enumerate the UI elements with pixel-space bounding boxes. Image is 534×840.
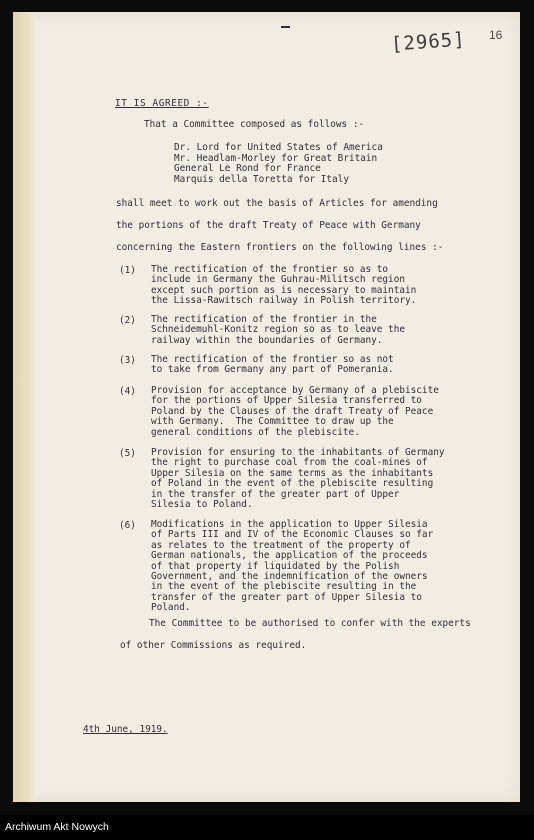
item-text: The rectification of the frontier so as to include in Germany the Guhrau-Militsch region except such portion as is necessary to maintain the Lissa-Rawitsch railway in Polish territory. [151, 264, 417, 307]
body-line: the portions of the draft Treaty of Peace with Germany [116, 220, 421, 231]
archive-footer [0, 815, 534, 840]
item-text: Provision for acceptance by Germany of a plebiscite for the portions of Upper Silesia transferred to Poland by the Clauses of the draft Treaty of Peace with Germany. The Committee to draw up the general conditions of the plebiscite. [151, 385, 439, 438]
member-line: Dr. Lord for United States of America [174, 142, 383, 153]
intro-line: That a Committee composed as follows :- [144, 119, 365, 130]
closing-line: The Committee to be authorised to confer with the experts [149, 618, 471, 629]
member-line: Marquis della Toretta for Italy [174, 174, 349, 186]
item-number: (2) [119, 315, 136, 326]
member-line: General Le Rond for France [174, 163, 321, 175]
archive-stamp: [2965] [390, 28, 467, 56]
paper-edge-strip [13, 12, 35, 802]
heading-text: IT IS AGREED :- [115, 98, 209, 109]
document-page [13, 12, 520, 802]
page-number: 16 [489, 28, 503, 42]
document-date: 4th June, 1919. [83, 724, 168, 735]
agreement-heading [115, 98, 209, 109]
item-number: (6) [119, 520, 136, 531]
item-number: (5) [119, 448, 136, 459]
member-line: Mr. Headlam-Morley for Great Britain [174, 152, 378, 164]
item-number: (3) [119, 355, 136, 366]
closing-line: of other Commissions as required. [120, 640, 307, 651]
item-number: (1) [119, 265, 136, 276]
item-text: The rectification of the frontier so as not to take from Germany any part of Pomerania. [151, 354, 394, 376]
item-number: (4) [119, 386, 136, 397]
item-text: The rectification of the frontier in the Schneidemuhl-Konitz region so as to leave the railway within the boundaries of Germany. [151, 314, 405, 346]
item-text: Provision for ensuring to the inhabitants of Germany the right to purchase coal from the coal-mines of Upper Silesia on the same terms as the inhabitants of Poland in the event of the plebiscite resulting in the transfer of the greater part of Upper Silesia to Poland. [151, 447, 445, 511]
item-text: Modifications in the application to Upper Silesia of Parts III and IV of the Economic Clauses so far as relates to the treatment of the property of German nationals, the application of the proceeds of that property if liquidated by the Polish Government, and the indemnification of the owners in the event of the plebiscite resulting in the transfer of the greater part of Upper Silesia to Poland. [151, 519, 434, 614]
body-line: shall meet to work out the basis of Articles for amending [116, 198, 438, 209]
committee-members [174, 143, 383, 186]
body-line: concerning the Eastern frontiers on the following lines :- [116, 242, 444, 253]
punch-mark [281, 26, 290, 28]
archive-name: Archiwum Akt Nowych [5, 821, 109, 833]
